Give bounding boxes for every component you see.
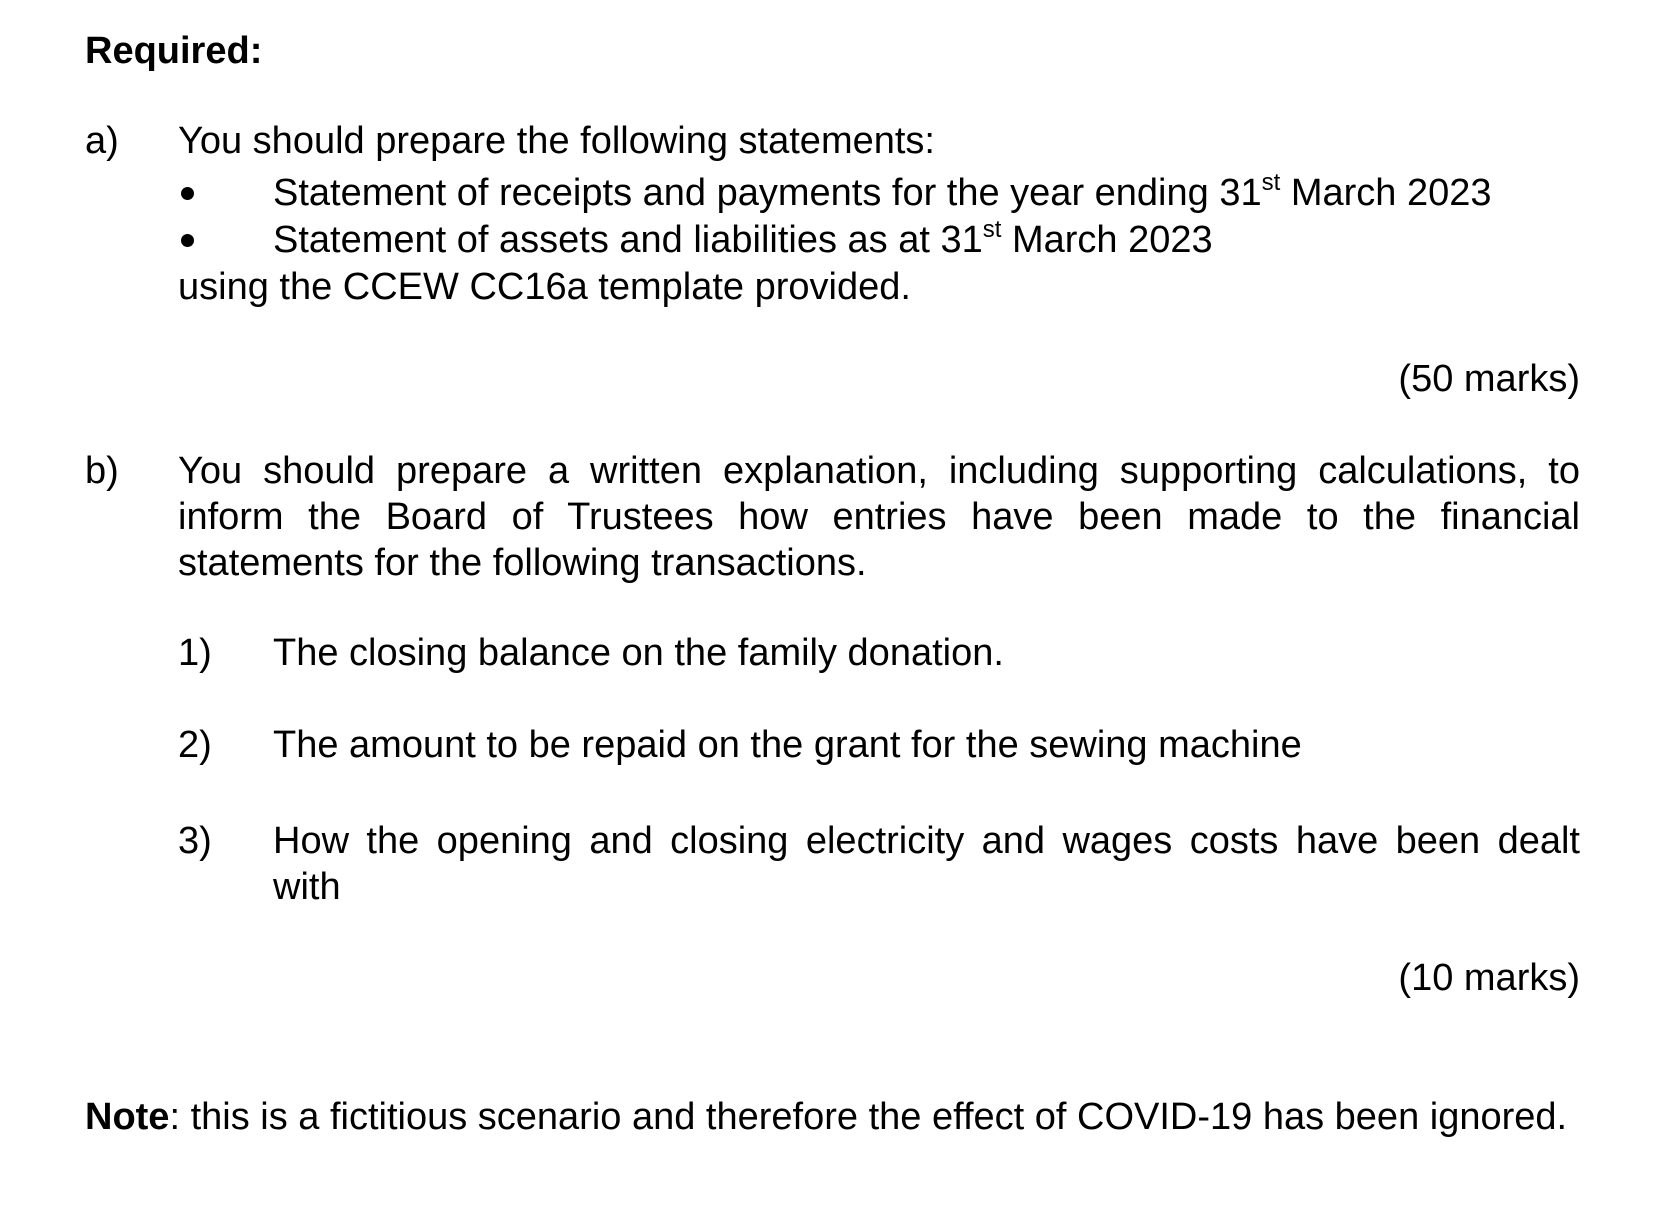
part-a-marks: (50 marks)	[1398, 358, 1580, 400]
part-a-closing: using the CCEW CC16a template provided.	[178, 266, 911, 308]
item-1-text: The closing balance on the family donation.	[273, 632, 1004, 674]
item-1-number: 1)	[178, 632, 212, 674]
bullet-icon	[181, 234, 194, 247]
part-a-bullet-2: Statement of assets and liabilities as at 31st March 2023	[273, 216, 1213, 261]
note-paragraph	[85, 1094, 1580, 1140]
note-text: : this is a fictitious scenario and therefore the effect of COVID-19 has been ignored.	[169, 1096, 1568, 1138]
part-a-label: a)	[85, 120, 119, 162]
note-label: Note	[85, 1096, 170, 1138]
part-b-label: b)	[85, 450, 119, 492]
item-2-number: 2)	[178, 724, 212, 766]
part-b-marks: (10 marks)	[1398, 957, 1580, 999]
bullet-icon	[181, 187, 194, 200]
required-heading: Required:	[85, 30, 263, 72]
item-3-number: 3)	[178, 820, 212, 862]
part-a-intro: You should prepare the following statements:	[178, 120, 935, 162]
item-2-text: The amount to be repaid on the grant for the sewing machine	[273, 724, 1302, 766]
part-a-bullet-1: Statement of receipts and payments for the year ending 31st March 2023	[273, 169, 1492, 214]
part-b-intro: You should prepare a written explanation, including supporting calculations, to inform the Board of Trustees how entries have been made to the financial statements for the following transactions.	[178, 450, 1580, 584]
item-3-text: How the opening and closing electricity and wages costs have been dealt with	[273, 820, 1580, 908]
